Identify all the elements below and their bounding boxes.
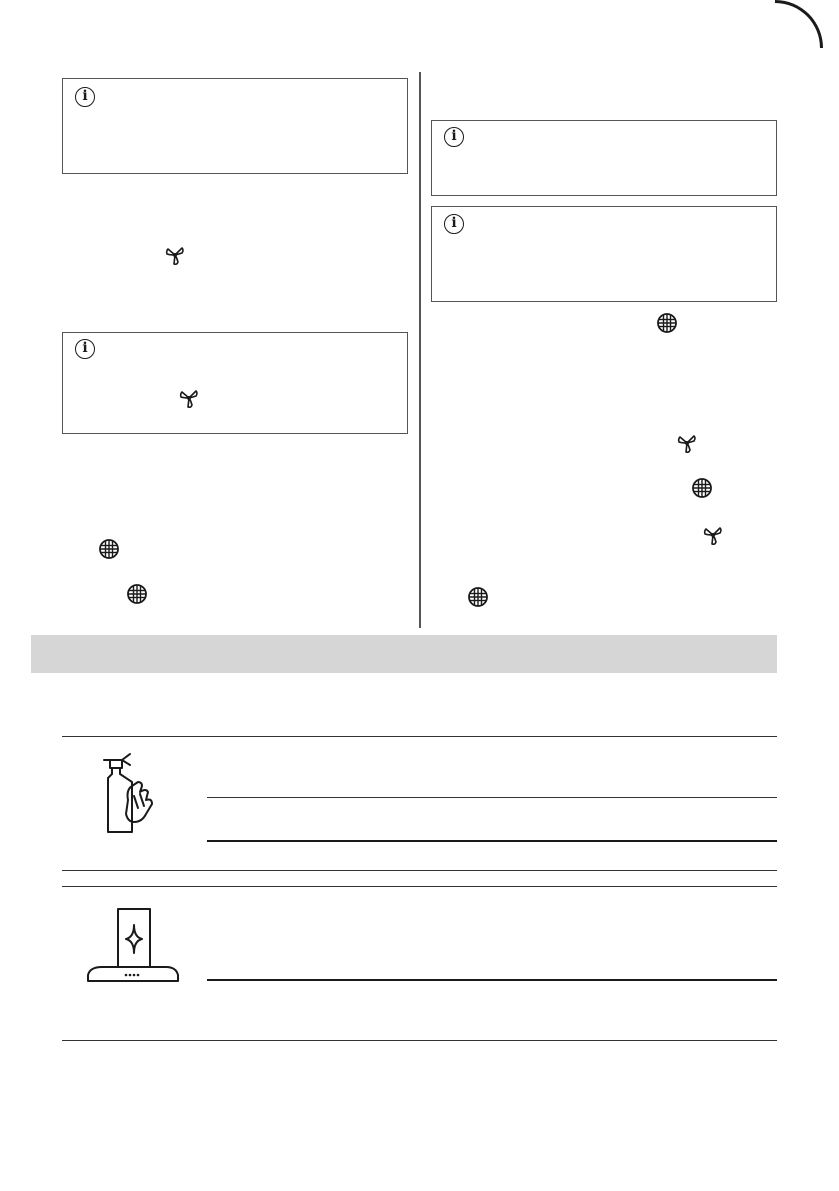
spray-cleaning-icon xyxy=(98,752,158,836)
grease-filter-icon xyxy=(467,586,489,608)
table-rule-inner-3 xyxy=(207,979,777,981)
grease-filter-icon xyxy=(691,477,713,499)
grease-filter-icon xyxy=(126,583,148,605)
table-rule-bottom xyxy=(62,1040,777,1041)
table-rule-inner-1 xyxy=(207,797,777,798)
page-corner-mark xyxy=(775,0,823,48)
table-rule-mid-2 xyxy=(62,886,777,887)
table-rule-inner-2 xyxy=(207,840,777,842)
info-note-2 xyxy=(62,332,408,434)
fan-icon xyxy=(701,524,725,548)
section-header-band xyxy=(31,635,777,673)
table-rule-top xyxy=(62,736,777,737)
table-rule-mid-1 xyxy=(62,870,777,871)
column-divider xyxy=(419,72,421,628)
fan-icon xyxy=(675,432,699,456)
fan-icon xyxy=(177,387,201,411)
fan-icon xyxy=(163,244,187,268)
hood-clean-icon xyxy=(84,907,180,983)
info-icon: i xyxy=(444,127,464,147)
info-icon: i xyxy=(444,214,464,234)
grease-filter-icon xyxy=(98,538,120,560)
info-note-3 xyxy=(431,120,777,196)
info-note-1 xyxy=(62,78,408,174)
grease-filter-icon xyxy=(656,312,678,334)
info-icon: i xyxy=(75,339,95,359)
info-icon: i xyxy=(75,87,95,107)
info-note-4 xyxy=(431,206,777,302)
